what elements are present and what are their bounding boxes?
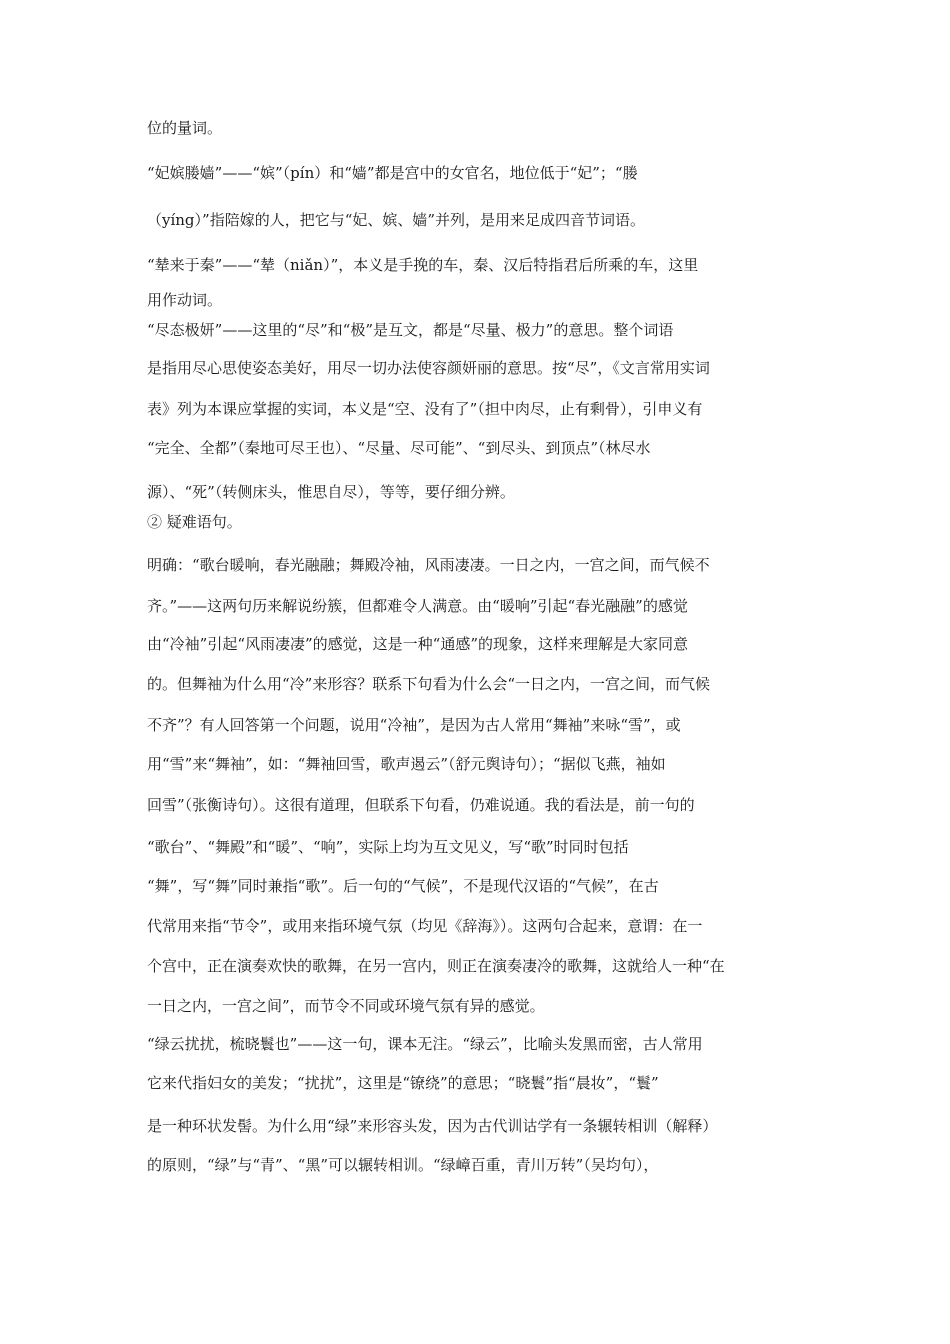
text-line: 位的量词。 [147,119,223,137]
text-line: 用作动词。 [147,291,223,309]
text-line: 源）、“死”（转侧床头，惟思自尽），等等，要仔细分辨。 [147,483,515,501]
text-line: 的原则，“绿”与“青”、“黑”可以辗转相训。“绿嶂百重，青川万转”（吴均句）， [147,1156,659,1174]
text-line: 是一种环状发髻。为什么用“绿”来形容头发，因为古代训诂学有一条辗转相训（解释） [147,1117,718,1135]
section-heading: ② 疑难语句。 [147,513,242,531]
text-line: 用“雪”来“舞袖”，如：“舞袖回雪，歌声遏云”（舒元舆诗句）；“据似飞燕，袖如 [147,755,666,773]
text-line: 表》列为本课应掌握的实词，本义是“空、没有了”（担中肉尽，止有剩骨），引申义有 [147,400,703,418]
text-line: 的。但舞袖为什么用“冷”来形容？联系下句看为什么会“一日之内，一宫之间，而气候 [147,675,711,693]
text-line: 一日之内，一宫之间”，而节令不同或环境气氛有异的感觉。 [147,997,545,1015]
text-line: “妃嫔媵嫱”——“嫔”（pín）和“嫱”都是宫中的女官名，地位低于“妃”；“媵 [147,164,638,182]
text-line: 是指用尽心思使姿态美好，用尽一切办法使容颜妍丽的意思。按“尽”，《文言常用实词 [147,359,710,377]
text-line: “歌台”、“舞殿”和“暖”、“响”，实际上均为互文见义，写“歌”时同时包括 [147,838,629,856]
text-line: 由“冷袖”引起“风雨凄凄”的感觉，这是一种“通感”的现象，这样来理解是大家同意 [147,635,689,653]
text-line: 不齐”？有人回答第一个问题，说用“冷袖”，是因为古人常用“舞袖”来咏“雪”，或 [147,716,681,734]
text-line: 个宫中，正在演奏欢快的歌舞，在另一宫内，则正在演奏凄冷的歌舞，这就给人一种“在 [147,957,725,975]
text-line: 齐。”——这两句历来解说纷簇，但都难令人满意。由“暖响”引起“春光融融”的感觉 [147,597,688,615]
text-line: “舞”，写“舞”同时兼指“歌”。后一句的“气候”，不是现代汉语的“气候”，在古 [147,877,659,895]
text-line: （yíng）”指陪嫁的人，把它与“妃、嫔、嫱”并列，是用来足成四音节词语。 [147,211,646,229]
text-line: “辇来于秦”——“辇（niǎn）”，本义是手挽的车，秦、汉后特指君后所乘的车，这里 [147,256,699,274]
text-line: “绿云扰扰，梳晓鬟也”——这一句，课本无注。“绿云”，比喻头发黑而密，古人常用 [147,1035,703,1053]
text-line: 明确：“歌台暖响，春光融融；舞殿冷袖，风雨凄凄。一日之内，一宫之间，而气候不 [147,556,710,574]
text-line: “完全、全都”（秦地可尽王也）、“尽量、尽可能”、“到尽头、到顶点”（林尽水 [147,439,651,457]
text-line: 代常用来指“节令”，或用来指环境气氛（均见《辞海》）。这两句合起来，意谓：在一 [147,917,703,935]
text-line: “尽态极妍”——这里的“尽”和“极”是互文，都是“尽量、极力”的意思。整个词语 [147,321,674,339]
text-line: 它来代指妇女的美发；“扰扰”，这里是“镣绕”的意思；“晓鬟”指“晨妆”，“鬟” [147,1074,659,1092]
text-line: 回雪”（张衡诗句）。这很有道理，但联系下句看，仍难说通。我的看法是，前一句的 [147,796,695,814]
